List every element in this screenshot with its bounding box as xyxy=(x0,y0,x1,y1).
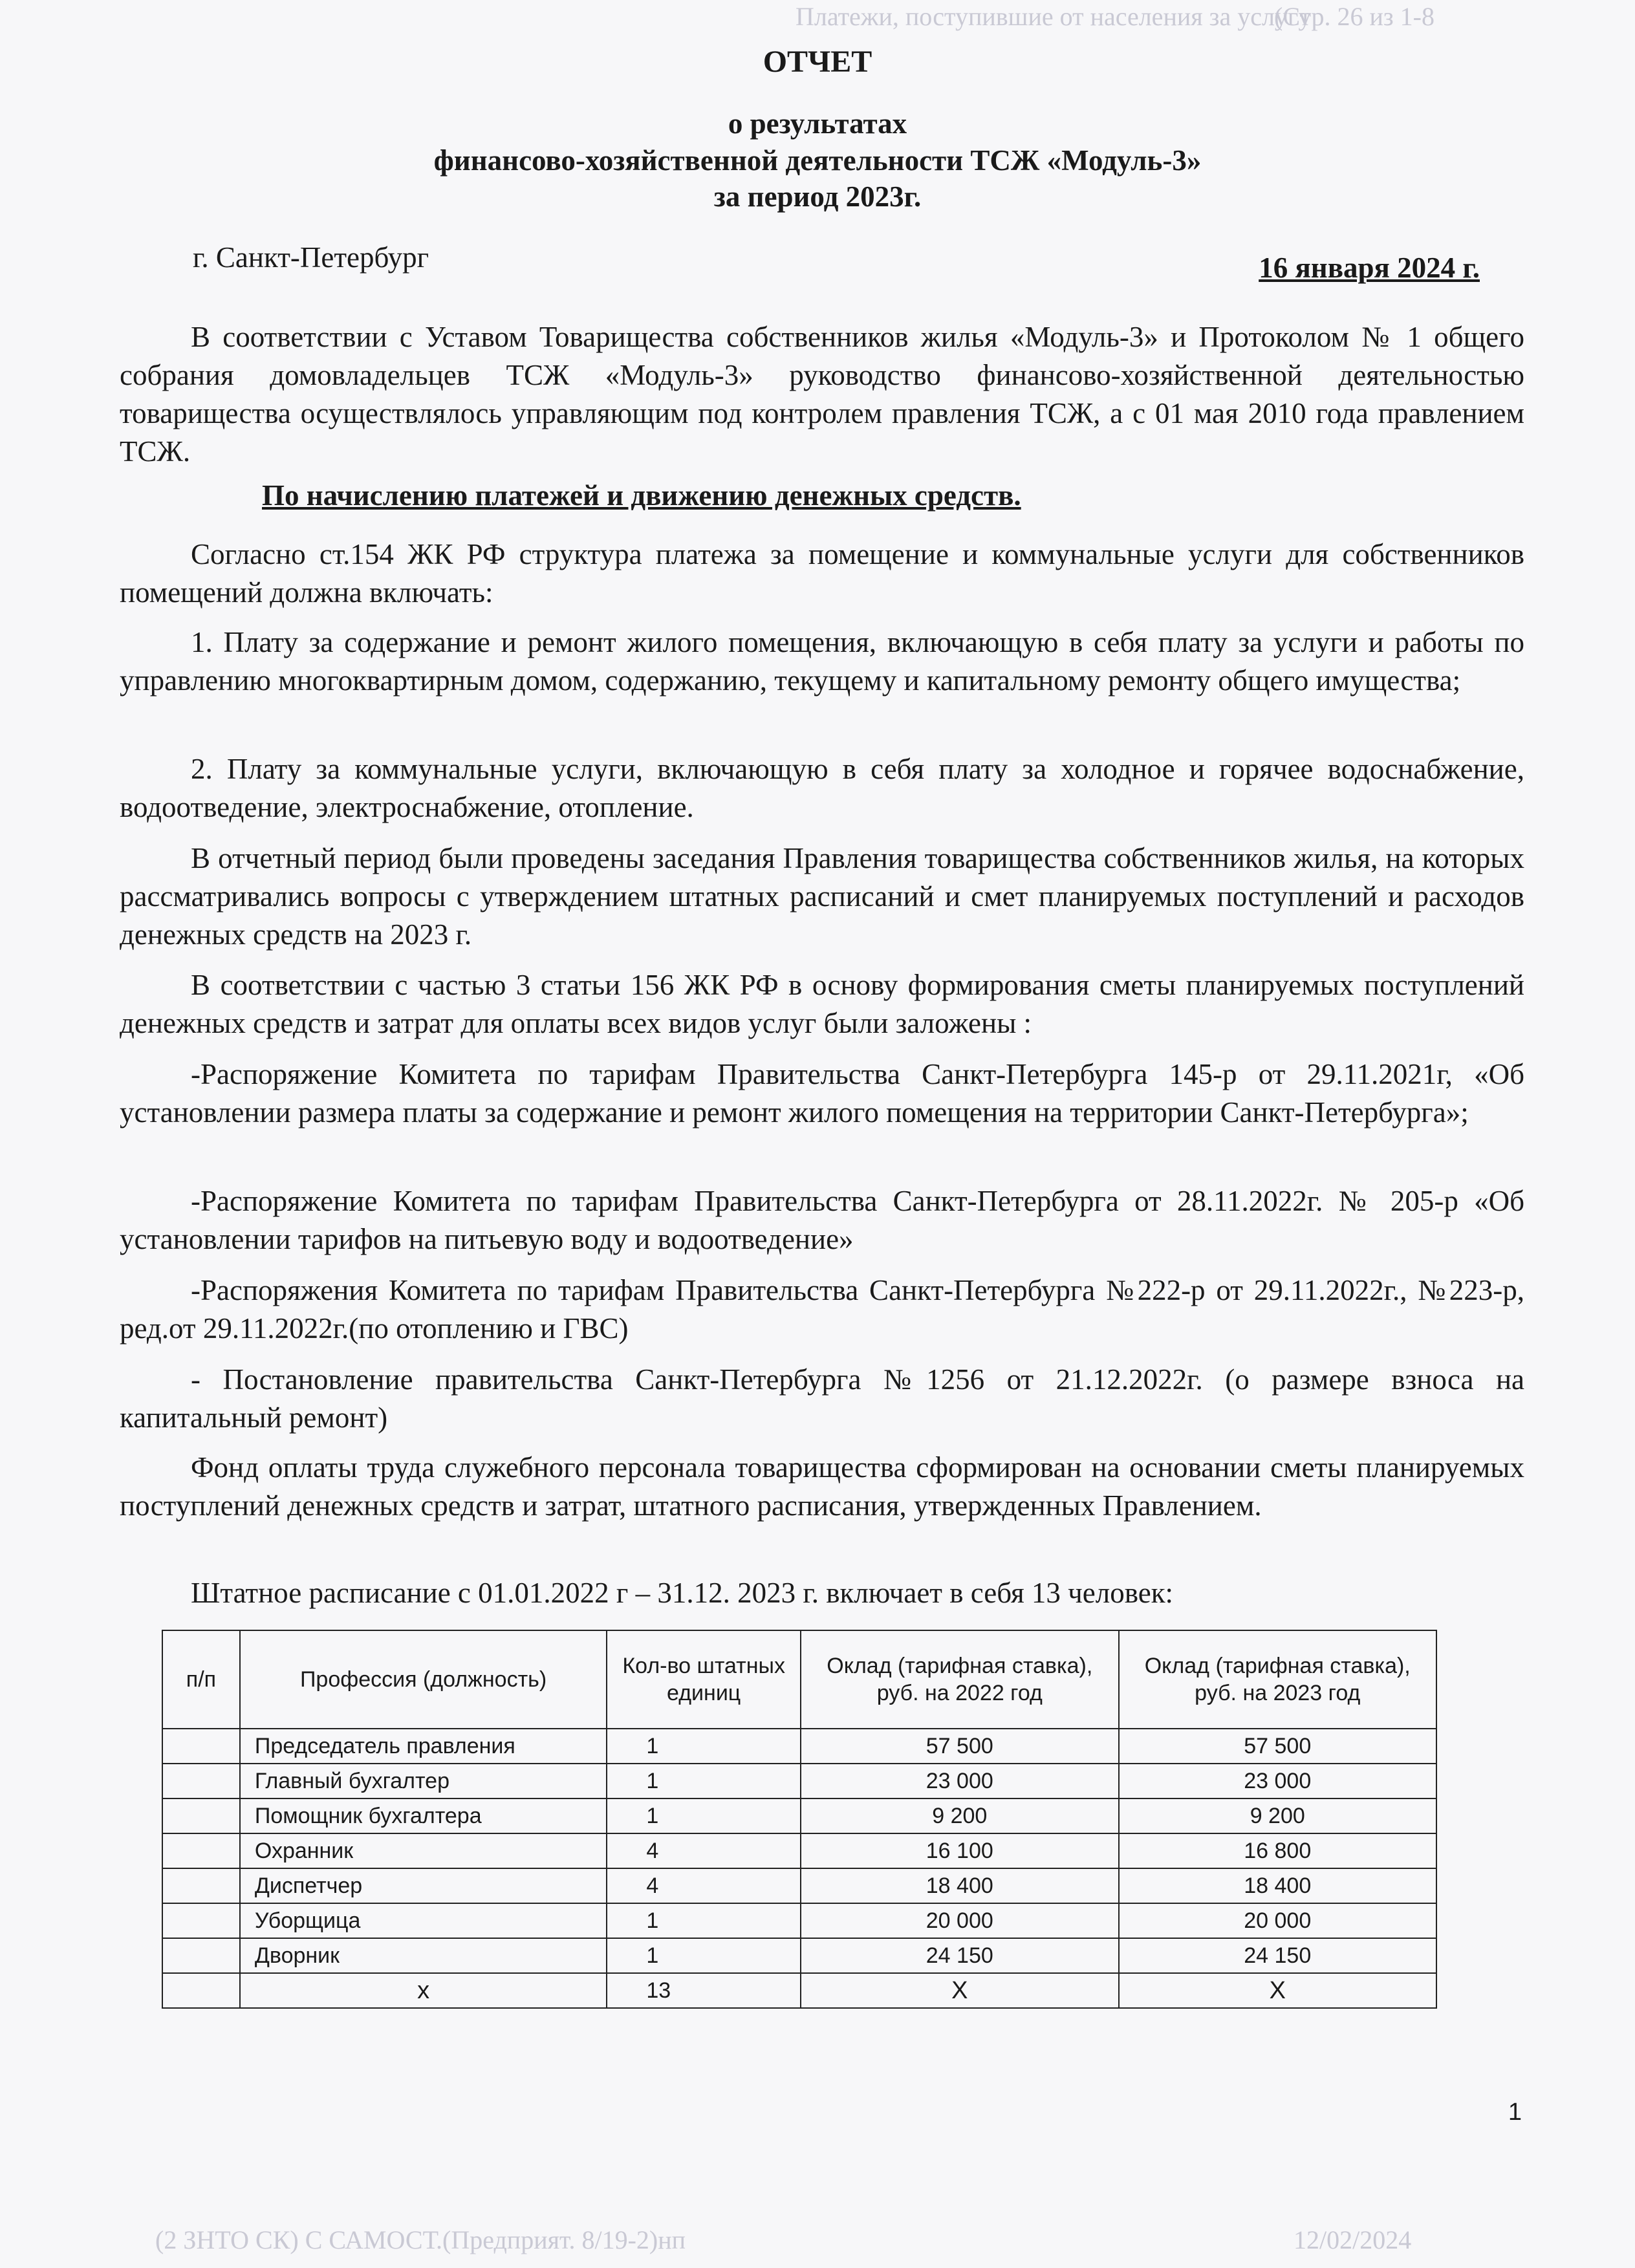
report-date: 16 января 2024 г. xyxy=(1259,252,1480,284)
header-salary-2022: Оклад (тарифная ставка), руб. на 2022 год xyxy=(801,1630,1118,1729)
paragraph-staff: Штатное расписание с 01.01.2022 г – 31.12. 2023 г. включает в себя 13 человек: xyxy=(191,1577,1174,1609)
city: г. Санкт-Петербург xyxy=(193,241,429,274)
table-row: Председатель правления 1 57 500 57 500 xyxy=(162,1729,1436,1764)
header-number: п/п xyxy=(162,1630,240,1729)
table-total-row: х 13 Х Х xyxy=(162,1973,1436,2008)
list-item-1: 1. Плату за содержание и ремонт жилого помещения, включающую в себя плату за услуги и работы по управлению многоквартирным домом, содержанию, текущему и капитальному ремонту общего имущества; xyxy=(120,626,1524,697)
bleed-through-bottom-left: (2 ЗНТО СК) С САМОСТ.(Предприят. 8/19-2)нп xyxy=(155,2225,686,2254)
report-subtitle-1: о результатах xyxy=(728,107,907,140)
intro-paragraph: В соответствии с Уставом Товарищества собственников жилья «Модуль-3» и Протоколом № 1 общего собрания домовладельцев ТСЖ «Модуль-3» руководство финансово-хозяйственной деятельностью товарищества осуществлялось управляющим под контролем правления ТСЖ, а с 01 мая 2010 года правлением ТСЖ. xyxy=(120,321,1524,468)
report-title: ОТЧЕТ xyxy=(763,45,872,79)
table-row: Главный бухгалтер 1 23 000 23 000 xyxy=(162,1764,1436,1798)
bleed-through-top-page: (Стр. 26 из 1-8 xyxy=(1274,2,1435,31)
section-heading: По начислению платежей и движению денежных средств. xyxy=(262,479,1021,512)
header-units: Кол-во штатных единиц xyxy=(607,1630,801,1729)
paragraph-fund: Фонд оплаты труда служебного персонала товарищества сформирован на основании сметы планируемых поступлений денежных средств и затрат, штатного расписания, утвержденных Правлением. xyxy=(120,1451,1524,1522)
table-row: Помощник бухгалтера 1 9 200 9 200 xyxy=(162,1798,1436,1833)
bleed-through-top-text: Платежи, поступившие от населения за услугу xyxy=(796,2,1312,31)
document-reference-1: -Распоряжение Комитета по тарифам Правительства Санкт-Петербурга 145-р от 29.11.2021г, «Об установлении размера платы за содержание и ремонт жилого помещения на территории Санкт-Петербурга»; xyxy=(120,1058,1524,1129)
table-header-row xyxy=(162,1630,1436,1729)
page-number: 1 xyxy=(1508,2099,1522,2126)
paragraph-structure: Согласно ст.154 ЖК РФ структура платежа за помещение и коммунальные услуги для собственников помещений должна включать: xyxy=(120,538,1524,609)
table-row: Дворник 1 24 150 24 150 xyxy=(162,1938,1436,1973)
document-reference-3: -Распоряжения Комитета по тарифам Правительства Санкт-Петербурга №222-р от 29.11.2022г., №223-р, ред.от 29.11.2022г.(по отоплению и ГВС) xyxy=(120,1274,1524,1345)
staff-table xyxy=(162,1630,1437,2009)
document-reference-4: - Постановление правительства Санкт-Петербурга №1256 от 21.12.2022г. (о размере взноса на капитальный ремонт) xyxy=(120,1363,1524,1434)
report-subtitle-3: за период 2023г. xyxy=(713,180,922,213)
header-salary-2023: Оклад (тарифная ставка), руб. на 2023 год xyxy=(1119,1630,1437,1729)
paragraph-meetings: В отчетный период были проведены заседания Правления товарищества собственников жилья, на которых рассматривались вопросы с утверждением штатных расписаний и смет планируемых поступлений и расходов денежных средств на 2023 г. xyxy=(120,842,1524,951)
table-row: Уборщица 1 20 000 20 000 xyxy=(162,1903,1436,1938)
document-reference-2: -Распоряжение Комитета по тарифам Правительства Санкт-Петербурга от 28.11.2022г. № 205-р «Об установлении тарифов на питьевую воду и водоотведение» xyxy=(120,1185,1524,1255)
list-item-2: 2. Плату за коммунальные услуги, включающую в себя плату за холодное и горячее водоснабжение, водоотведение, электроснабжение, отопление. xyxy=(120,753,1524,823)
header-profession: Профессия (должность) xyxy=(240,1630,607,1729)
paragraph-basis: В соответствии с частью 3 статьи 156 ЖК РФ в основу формирования сметы планируемых поступлений денежных средств и затрат для оплаты всех видов услуг были заложены : xyxy=(120,969,1524,1039)
table-row: Охранник 4 16 100 16 800 xyxy=(162,1833,1436,1868)
table-row: Диспетчер 4 18 400 18 400 xyxy=(162,1868,1436,1903)
bleed-through-bottom-right: 12/02/2024 xyxy=(1294,2225,1412,2254)
report-subtitle-2: финансово-хозяйственной деятельности ТСЖ «Модуль-3» xyxy=(433,144,1202,177)
